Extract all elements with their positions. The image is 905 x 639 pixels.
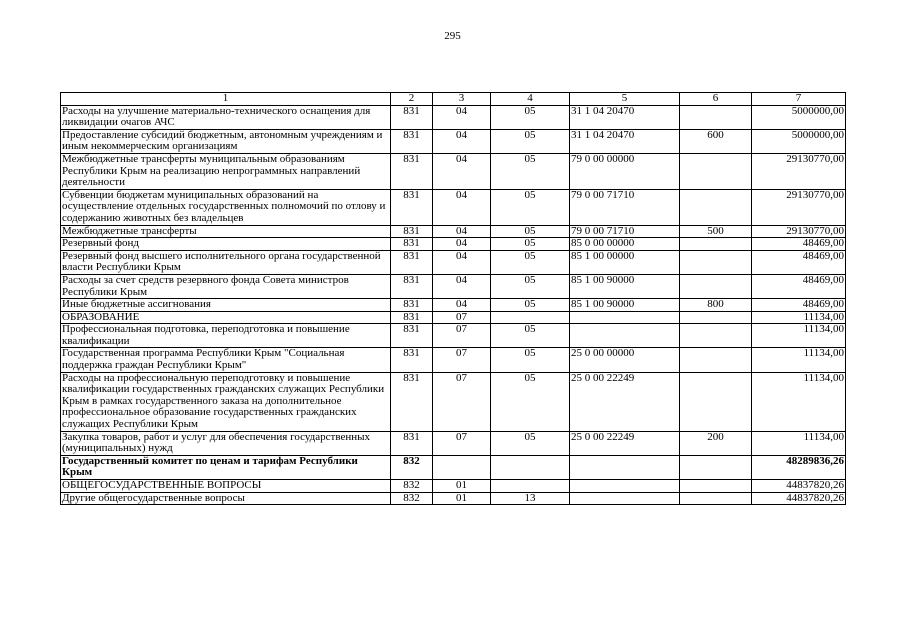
row-target-article-cell	[570, 480, 680, 493]
row-razdel-cell: 07	[433, 431, 491, 455]
row-target-article-cell: 25 0 00 22249	[570, 431, 680, 455]
table-header-row	[61, 93, 846, 106]
row-razdel-cell: 04	[433, 129, 491, 153]
row-razdel-cell: 04	[433, 153, 491, 189]
row-glava-cell: 832	[391, 480, 433, 493]
row-podrazdel-cell: 05	[491, 189, 570, 225]
row-podrazdel-cell: 05	[491, 431, 570, 455]
row-expense-type-cell	[680, 238, 752, 251]
row-name-cell: ОБРАЗОВАНИЕ	[61, 311, 391, 324]
row-target-article-cell: 79 0 00 71710	[570, 225, 680, 238]
row-amount-cell: 5000000,00	[752, 105, 846, 129]
table-row	[61, 189, 846, 225]
row-amount-cell: 11134,00	[752, 311, 846, 324]
row-podrazdel-cell	[491, 480, 570, 493]
table-row	[61, 299, 846, 312]
row-expense-type-cell	[680, 105, 752, 129]
row-amount-cell: 11134,00	[752, 348, 846, 372]
row-name-cell: Расходы на профессиональную переподготовку и повышение квалификации государственных гражданских служащих Республики Крым в рамках государственного заказа на дополнительное профессиональное образование государственных гражданских служащих Республики Крым	[61, 372, 391, 431]
table-row	[61, 225, 846, 238]
budget-table-body	[61, 93, 846, 505]
row-expense-type-cell	[680, 189, 752, 225]
header-col-3: 3	[433, 93, 491, 106]
row-expense-type-cell: 500	[680, 225, 752, 238]
table-row	[61, 238, 846, 251]
row-name-cell: Профессиональная подготовка, переподготовка и повышение квалификации	[61, 324, 391, 348]
row-razdel-cell: 04	[433, 105, 491, 129]
table-row	[61, 153, 846, 189]
row-razdel-cell: 07	[433, 348, 491, 372]
row-glava-cell: 831	[391, 250, 433, 274]
row-glava-cell: 831	[391, 324, 433, 348]
row-podrazdel-cell: 05	[491, 105, 570, 129]
header-col-4: 4	[491, 93, 570, 106]
row-amount-cell: 48469,00	[752, 250, 846, 274]
row-razdel-cell: 07	[433, 311, 491, 324]
row-glava-cell: 832	[391, 455, 433, 479]
row-name-cell: Другие общегосударственные вопросы	[61, 492, 391, 505]
row-amount-cell: 48469,00	[752, 274, 846, 298]
row-target-article-cell: 25 0 00 22249	[570, 372, 680, 431]
row-target-article-cell: 25 0 00 00000	[570, 348, 680, 372]
table-row	[61, 274, 846, 298]
row-name-cell: Государственный комитет по ценам и тарифам Республики Крым	[61, 455, 391, 479]
row-podrazdel-cell: 05	[491, 225, 570, 238]
row-podrazdel-cell: 05	[491, 324, 570, 348]
row-glava-cell: 831	[391, 129, 433, 153]
row-glava-cell: 831	[391, 431, 433, 455]
budget-table	[60, 92, 846, 505]
row-name-cell: Расходы на улучшение материально-технического оснащения для ликвидации очагов АЧС	[61, 105, 391, 129]
row-target-article-cell	[570, 455, 680, 479]
row-amount-cell: 44837820,26	[752, 492, 846, 505]
row-podrazdel-cell: 05	[491, 153, 570, 189]
row-name-cell: Субвенции бюджетам муниципальных образований на осуществление отдельных государственных полномочий по отлову и содержанию животных без владельцев	[61, 189, 391, 225]
row-glava-cell: 831	[391, 274, 433, 298]
row-target-article-cell	[570, 311, 680, 324]
row-target-article-cell: 31 1 04 20470	[570, 105, 680, 129]
row-razdel-cell: 04	[433, 299, 491, 312]
row-target-article-cell	[570, 324, 680, 348]
row-name-cell: Иные бюджетные ассигнования	[61, 299, 391, 312]
row-amount-cell: 11134,00	[752, 324, 846, 348]
row-podrazdel-cell: 13	[491, 492, 570, 505]
row-razdel-cell: 01	[433, 492, 491, 505]
row-podrazdel-cell: 05	[491, 372, 570, 431]
row-glava-cell: 831	[391, 311, 433, 324]
row-expense-type-cell	[680, 372, 752, 431]
table-row	[61, 480, 846, 493]
table-row	[61, 324, 846, 348]
table-row	[61, 105, 846, 129]
header-col-2: 2	[391, 93, 433, 106]
table-row	[61, 431, 846, 455]
row-name-cell: Расходы за счет средств резервного фонда Совета министров Республики Крым	[61, 274, 391, 298]
row-expense-type-cell	[680, 311, 752, 324]
row-expense-type-cell	[680, 455, 752, 479]
page-number: 295	[444, 30, 461, 42]
row-glava-cell: 831	[391, 225, 433, 238]
row-target-article-cell: 85 1 00 00000	[570, 250, 680, 274]
row-amount-cell: 29130770,00	[752, 225, 846, 238]
row-expense-type-cell: 600	[680, 129, 752, 153]
row-expense-type-cell	[680, 274, 752, 298]
row-name-cell: Межбюджетные трансферты муниципальным образованиям Республики Крым на реализацию непрограммных направлений деятельности	[61, 153, 391, 189]
row-name-cell: Государственная программа Республики Крым "Социальная поддержка граждан Республики Крым"	[61, 348, 391, 372]
table-row	[61, 348, 846, 372]
table-row	[61, 372, 846, 431]
row-glava-cell: 832	[391, 492, 433, 505]
table-row	[61, 455, 846, 479]
row-amount-cell: 48469,00	[752, 299, 846, 312]
row-expense-type-cell	[680, 492, 752, 505]
row-podrazdel-cell	[491, 455, 570, 479]
row-glava-cell: 831	[391, 238, 433, 251]
row-amount-cell: 48289836,26	[752, 455, 846, 479]
table-row	[61, 311, 846, 324]
row-name-cell: ОБЩЕГОСУДАРСТВЕННЫЕ ВОПРОСЫ	[61, 480, 391, 493]
row-amount-cell: 29130770,00	[752, 153, 846, 189]
row-target-article-cell: 85 0 00 00000	[570, 238, 680, 251]
row-amount-cell: 11134,00	[752, 431, 846, 455]
row-amount-cell: 5000000,00	[752, 129, 846, 153]
row-glava-cell: 831	[391, 153, 433, 189]
table-row	[61, 492, 846, 505]
row-expense-type-cell: 200	[680, 431, 752, 455]
row-amount-cell: 48469,00	[752, 238, 846, 251]
row-expense-type-cell	[680, 480, 752, 493]
row-podrazdel-cell: 05	[491, 129, 570, 153]
row-podrazdel-cell: 05	[491, 348, 570, 372]
row-razdel-cell: 04	[433, 250, 491, 274]
row-razdel-cell: 04	[433, 189, 491, 225]
row-amount-cell: 44837820,26	[752, 480, 846, 493]
row-expense-type-cell	[680, 153, 752, 189]
row-razdel-cell: 07	[433, 372, 491, 431]
row-razdel-cell	[433, 455, 491, 479]
row-glava-cell: 831	[391, 299, 433, 312]
row-glava-cell: 831	[391, 105, 433, 129]
header-col-7: 7	[752, 93, 846, 106]
row-target-article-cell: 79 0 00 71710	[570, 189, 680, 225]
row-expense-type-cell: 800	[680, 299, 752, 312]
row-amount-cell: 29130770,00	[752, 189, 846, 225]
row-razdel-cell: 04	[433, 225, 491, 238]
row-target-article-cell: 85 1 00 90000	[570, 299, 680, 312]
row-target-article-cell	[570, 492, 680, 505]
row-razdel-cell: 04	[433, 274, 491, 298]
row-glava-cell: 831	[391, 189, 433, 225]
row-podrazdel-cell	[491, 311, 570, 324]
row-target-article-cell: 85 1 00 90000	[570, 274, 680, 298]
table-row	[61, 250, 846, 274]
row-name-cell: Резервный фонд	[61, 238, 391, 251]
row-name-cell: Межбюджетные трансферты	[61, 225, 391, 238]
row-podrazdel-cell: 05	[491, 238, 570, 251]
row-name-cell: Предоставление субсидий бюджетным, автономным учреждениям и иным некоммерческим организациям	[61, 129, 391, 153]
row-glava-cell: 831	[391, 348, 433, 372]
row-podrazdel-cell: 05	[491, 299, 570, 312]
row-razdel-cell: 04	[433, 238, 491, 251]
header-col-5: 5	[570, 93, 680, 106]
row-expense-type-cell	[680, 324, 752, 348]
row-name-cell: Закупка товаров, работ и услуг для обеспечения государственных (муниципальных) нужд	[61, 431, 391, 455]
row-razdel-cell: 01	[433, 480, 491, 493]
row-amount-cell: 11134,00	[752, 372, 846, 431]
row-razdel-cell: 07	[433, 324, 491, 348]
row-glava-cell: 831	[391, 372, 433, 431]
row-expense-type-cell	[680, 250, 752, 274]
header-col-6: 6	[680, 93, 752, 106]
table-row	[61, 129, 846, 153]
row-podrazdel-cell: 05	[491, 274, 570, 298]
row-name-cell: Резервный фонд высшего исполнительного органа государственной власти Республики Крым	[61, 250, 391, 274]
header-col-1: 1	[61, 93, 391, 106]
row-target-article-cell: 79 0 00 00000	[570, 153, 680, 189]
row-target-article-cell: 31 1 04 20470	[570, 129, 680, 153]
row-podrazdel-cell: 05	[491, 250, 570, 274]
row-expense-type-cell	[680, 348, 752, 372]
